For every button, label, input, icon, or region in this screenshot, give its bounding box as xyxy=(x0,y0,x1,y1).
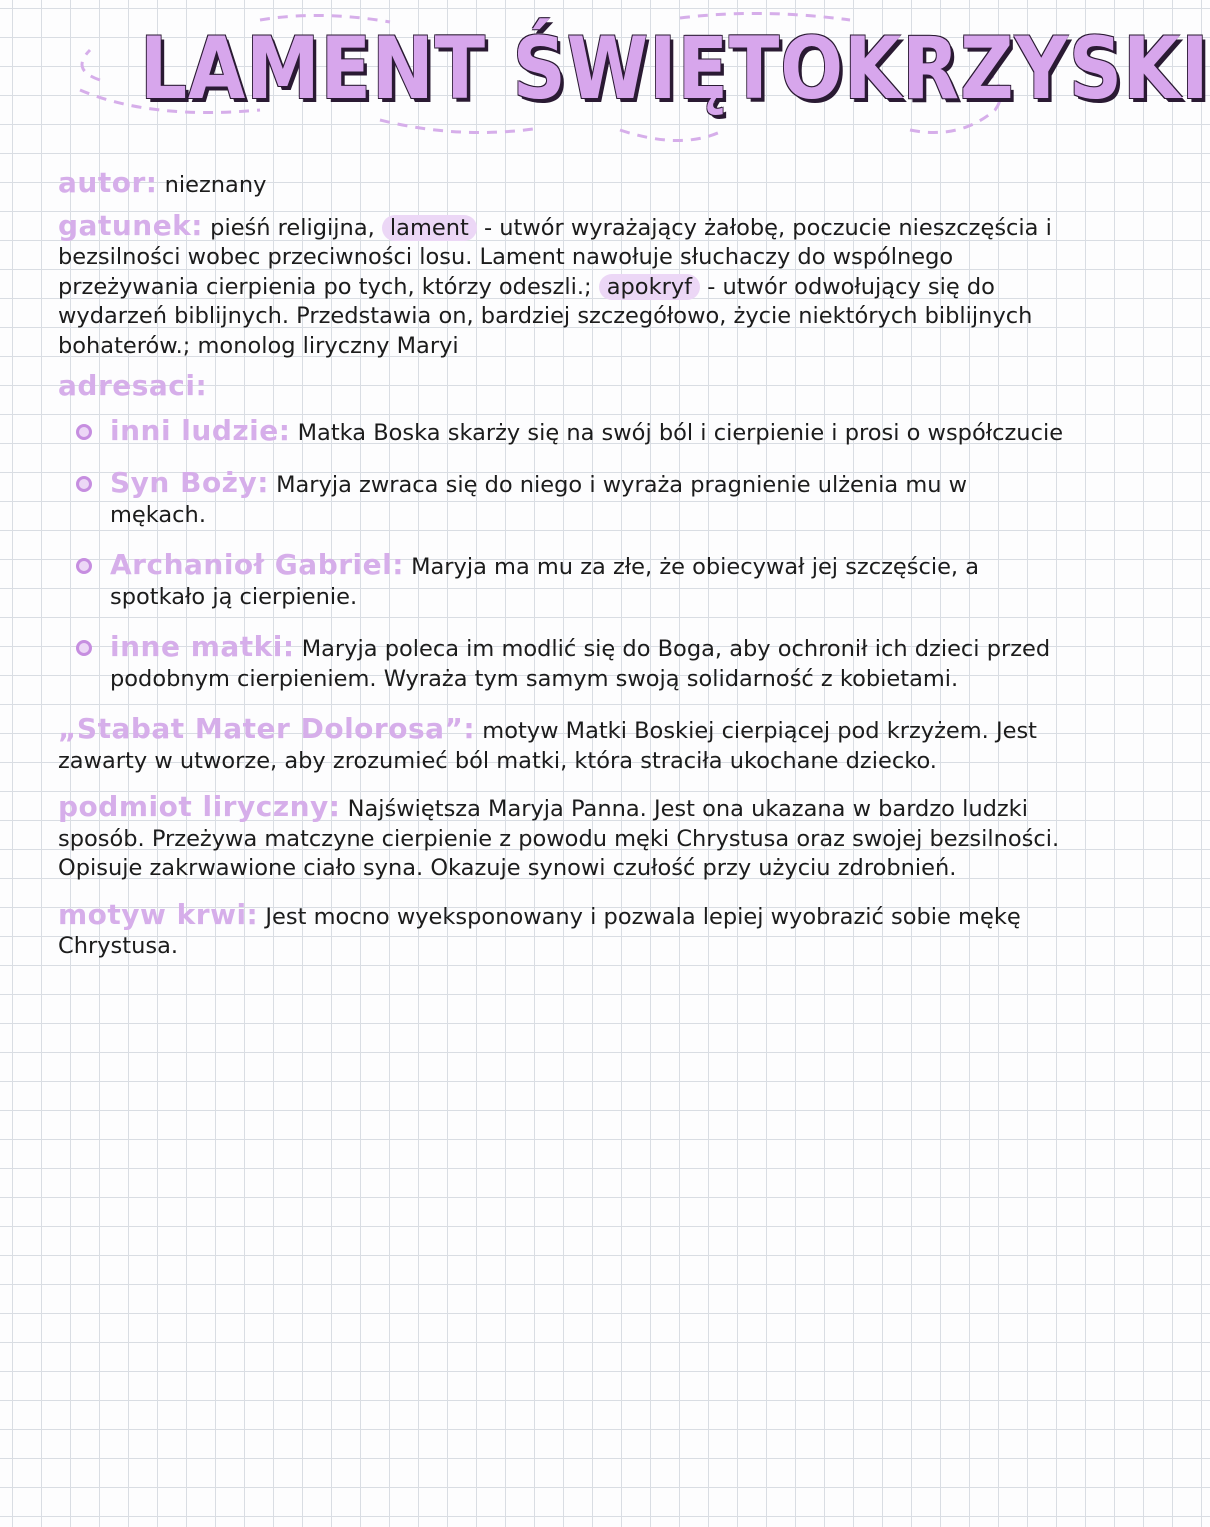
adresat-text: Maryja ma mu za złe, że obiecywał jej szczęście, a spotkało ją cierpienie. xyxy=(110,554,980,610)
adresaci-label: adresaci: xyxy=(58,369,208,402)
podmiot-section xyxy=(58,792,1070,884)
adresat-label: Syn Boży: xyxy=(110,466,269,499)
bullet-icon xyxy=(76,424,92,440)
adresat-label: Archanioł Gabriel: xyxy=(110,548,404,581)
bullet-icon xyxy=(76,476,92,492)
apokryf-term: apokryf xyxy=(599,274,700,300)
adresaci-list xyxy=(58,413,1070,695)
gatunek-section xyxy=(58,208,1070,362)
gatunek-text-3: - utwór odwołujący się do wydarzeń biblijnych. Przedstawia on, bardziej szczegółowo, życie niektórych biblijnych bohaterów.; monolog liryczny Maryi xyxy=(58,273,1033,359)
adresat-text: Maryja poleca im modlić się do Boga, aby ochronił ich dzieci przed podobnym cierpieniem. Wyraża tym samym swoją solidarność z kobietami. xyxy=(110,636,1051,692)
bullet-icon xyxy=(76,640,92,656)
adresat-label: inni ludzie: xyxy=(110,413,291,447)
stabat-text: motyw Matki Boskiej cierpiącej pod krzyżem. Jest zawarty w utworze, aby zrozumieć ból matki, która straciła ukochane dziecko. xyxy=(58,718,1038,774)
gatunek-text-2: - utwór wyrażający żałobę, poczucie nieszczęścia i bezsilności wobec przeciwności losu. Lament nawołuje słuchaczy do wspólnego przeżywania cierpienia po tych, którzy odeszli.; xyxy=(58,214,1052,300)
lament-term: lament xyxy=(382,215,477,241)
motyw-krwi-text: Jest mocno wyeksponowany i pozwala lepiej wyobrazić sobie mękę Chrystusa. xyxy=(58,903,1021,959)
adresaci-section xyxy=(58,371,1070,694)
page-title: LAMENT ŚWIĘTOKRZYSKI xyxy=(140,19,1210,119)
list-item xyxy=(110,468,1070,530)
podmiot-label: podmiot liryczny: xyxy=(58,790,341,823)
title-block xyxy=(60,10,1210,160)
adresat-text: Maryja zwraca się do niego i wyraża pragnienie ulżenia mu w mękach. xyxy=(110,472,968,528)
list-item xyxy=(110,413,1070,449)
stabat-label: „Stabat Mater Dolorosa”: xyxy=(58,712,476,745)
gatunek-text-1: pieśń religijna, xyxy=(210,214,375,241)
stabat-section xyxy=(58,714,1070,776)
motyw-krwi-label: motyw krwi: xyxy=(58,897,259,931)
list-item xyxy=(110,550,1070,612)
adresat-text: Matka Boska skarży się na swój ból i cierpienie i prosi o współczucie xyxy=(297,419,1064,446)
list-item xyxy=(110,632,1070,694)
motyw-krwi-section xyxy=(58,897,1070,962)
autor-value: nieznany xyxy=(164,172,267,198)
notes-content xyxy=(58,168,1070,972)
adresat-label: inne matki: xyxy=(110,630,295,663)
podmiot-text: Najświętsza Maryja Panna. Jest ona ukazana w bardzo ludzki sposób. Przeżywa matczyne cierpienie z powodu męki Chrystusa oraz swojej bezsilności. Opisuje zakrwawione ciało syna. Okazuje synowi czułość przy użyciu zdrobnień. xyxy=(58,796,1060,881)
bullet-icon xyxy=(76,558,92,574)
autor-section xyxy=(58,168,1070,201)
autor-label: autor: xyxy=(58,166,158,199)
gatunek-label: gatunek: xyxy=(58,208,203,242)
